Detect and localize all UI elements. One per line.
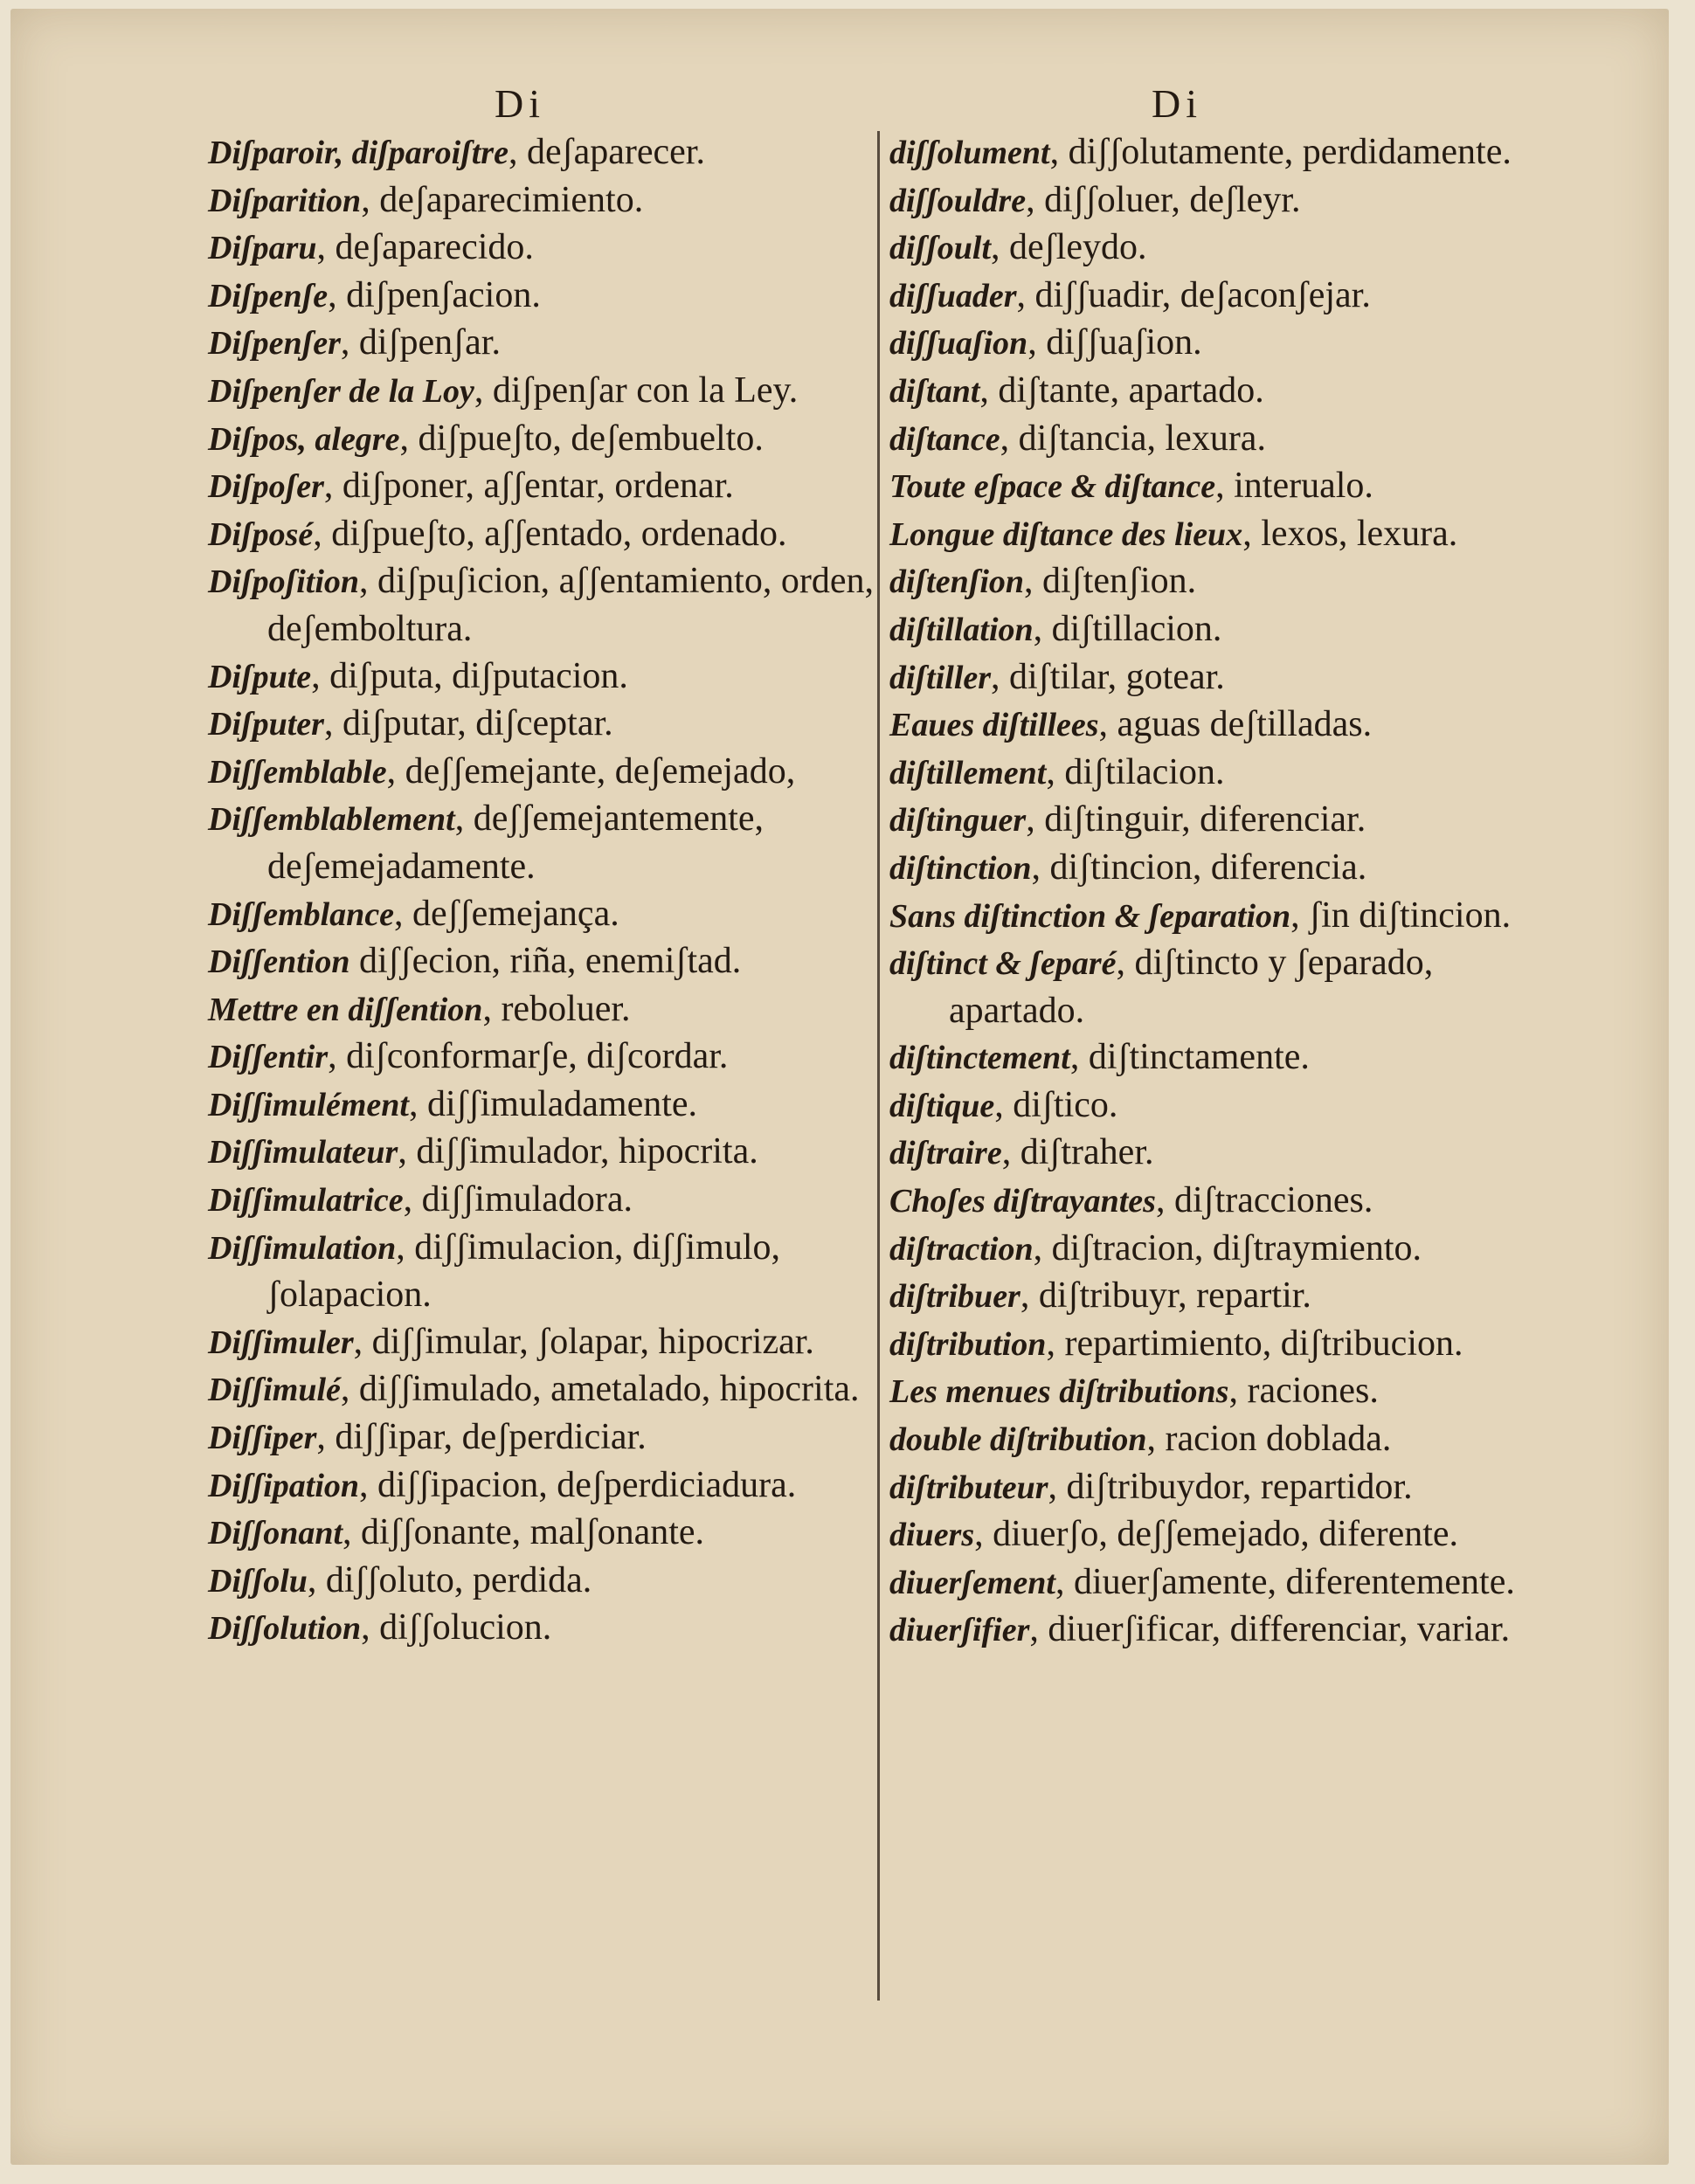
headword: Diʃʃiper — [208, 1420, 317, 1457]
dictionary-entry: Diʃparoir, diʃparoiʃtre, deʃaparecer. — [208, 132, 705, 172]
dictionary-entry: diʃʃuader, diʃʃuadir, deʃaconʃejar. — [889, 274, 1371, 315]
headword: diʃtinctement — [889, 1040, 1070, 1077]
translation: diʃtracciones. — [1173, 1180, 1373, 1221]
translation: diʃʃecion, riña, enemiʃtad. — [358, 941, 742, 982]
headword: Choʃes diʃtrayantes — [889, 1183, 1156, 1220]
headword: diuerʃement — [889, 1564, 1055, 1601]
dictionary-entry: Eaues diʃtillees, aguas deʃtilladas. — [889, 704, 1373, 745]
headword: Diʃʃimulation — [208, 1229, 397, 1267]
translation: diʃtante, apartado. — [998, 370, 1264, 411]
headword: diʃtribution — [889, 1325, 1047, 1363]
translation: diʃʃuaʃion. — [1046, 322, 1202, 363]
translation: diʃʃonante, malʃonante. — [361, 1512, 705, 1553]
headword: Diʃʃention — [208, 943, 350, 981]
headword: Diʃʃentir — [208, 1039, 329, 1076]
dictionary-entry: Diʃparition, deʃaparecimiento. — [208, 179, 644, 220]
headword: Diʃparoir, diʃparoiʃtre — [208, 135, 508, 171]
translation: lexos, lexura. — [1261, 513, 1458, 554]
headword: Diʃpute — [208, 658, 312, 695]
dictionary-entry: diuers, diuerʃo, deʃʃemejado, diferente. — [889, 1514, 1459, 1555]
translation: diʃpueʃto, aʃʃentado, ordenado. — [331, 513, 787, 554]
translation: diuerʃamente, diferentemente. — [1073, 1561, 1515, 1602]
headword: diʃtiller — [889, 659, 992, 696]
page-header-left: Di — [495, 81, 545, 126]
translation: diʃtinctamente. — [1088, 1037, 1310, 1078]
translation: interualo. — [1234, 466, 1373, 507]
dictionary-entry: Diʃʃonant, diʃʃonante, malʃonante. — [208, 1512, 705, 1553]
translation: diʃpueʃto, deʃembuelto. — [418, 418, 764, 459]
translation: diʃʃimuladamente. — [427, 1083, 698, 1124]
dictionary-entry: Diʃpenʃe, diʃpenʃacion. — [208, 274, 541, 315]
headword: Diʃʃonant — [208, 1515, 343, 1552]
translation: diʃtincion, diferencia. — [1049, 847, 1367, 888]
headword: Diʃʃolution — [208, 1610, 362, 1648]
translation: diʃʃimuladora. — [421, 1179, 633, 1220]
headword: Diʃʃimuler — [208, 1324, 354, 1361]
dictionary-entry: diʃʃuaʃion, diʃʃuaʃion. — [889, 322, 1202, 363]
translation: aguas deʃtilladas. — [1117, 704, 1373, 745]
dictionary-entry: diʃʃouldre, diʃʃoluer, deʃleyr. — [889, 179, 1301, 220]
dictionary-entry: Diʃʃemblance, deʃʃemejança. — [208, 893, 619, 934]
translation: diʃtico. — [1013, 1084, 1118, 1125]
headword: diʃʃuader — [889, 277, 1017, 314]
dictionary-entry: diʃtinct & ʃeparé, diʃtincto y ʃeparado, apartado. — [889, 943, 1434, 1031]
dictionary-entry: Diʃpoʃition, diʃpuʃicion, aʃʃentamiento, orden, deʃemboltura. — [208, 561, 874, 649]
dictionary-entry: Diʃʃimulateur, diʃʃimulador, hipocrita. — [208, 1131, 758, 1172]
translation: diʃpenʃar. — [358, 322, 501, 363]
headword: diʃʃoult — [889, 230, 992, 267]
translation: diʃʃimular, ʃolapar, hipocrizar. — [371, 1321, 814, 1362]
headword: double diʃtribution — [889, 1421, 1147, 1459]
dictionary-entry: diʃtribuer, diʃtribuyr, repartir. — [889, 1275, 1311, 1317]
headword: Diʃʃimulé — [208, 1372, 341, 1409]
dictionary-entry: diʃtribution, repartimiento, diʃtribucion. — [889, 1323, 1463, 1364]
headword: diʃtraire — [889, 1135, 1002, 1172]
translation: deʃʃemejante, deʃemejado, — [405, 750, 796, 791]
dictionary-entry: Diʃposé, diʃpueʃto, aʃʃentado, ordenado. — [208, 513, 787, 554]
translation: diʃtenʃion. — [1042, 561, 1197, 602]
headword: diʃʃouldre — [889, 182, 1027, 219]
dictionary-entry: Diʃʃimulé, diʃʃimulado, ametalado, hipocrita. — [208, 1369, 860, 1410]
translation: diʃʃolutamente, perdidamente. — [1068, 132, 1512, 172]
dictionary-entry: Diʃparu, deʃaparecido. — [208, 227, 534, 268]
translation: diʃpuʃicion, aʃʃentamiento, orden, deʃemboltura. — [267, 561, 874, 649]
dictionary-entry: diʃtique, diʃtico. — [889, 1084, 1118, 1125]
headword: Diʃparu — [208, 230, 317, 267]
dictionary-entry: Diʃpenʃer de la Loy, diʃpenʃar con la Ley. — [208, 370, 799, 411]
translation: diʃpenʃar con la Ley. — [492, 370, 799, 411]
translation: diʃtancia, lexura. — [1018, 418, 1266, 459]
translation: deʃaparecer. — [526, 132, 705, 172]
translation: diʃtracion, diʃtraymiento. — [1051, 1227, 1422, 1268]
headword: diʃtributeur — [889, 1469, 1048, 1506]
translation: diʃconformarʃe, diʃcordar. — [346, 1036, 729, 1077]
headword: Diʃpenʃer de la Loy — [208, 372, 474, 410]
dictionary-entry: Diʃʃimuler, diʃʃimular, ʃolapar, hipocrizar. — [208, 1321, 814, 1362]
headword: diʃʃolument — [889, 135, 1050, 171]
right-column — [889, 129, 1571, 1655]
dictionary-entry: Les menues diʃtributions, raciones. — [889, 1371, 1379, 1412]
headword: Diʃʃimulément — [208, 1086, 409, 1123]
translation: diuerʃificar, differenciar, variar. — [1048, 1609, 1511, 1650]
translation: diʃpenʃacion. — [346, 274, 541, 315]
dictionary-entry: diʃtant, diʃtante, apartado. — [889, 370, 1264, 411]
headword: diʃʃuaʃion — [889, 325, 1028, 363]
headword: Mettre en diʃʃention — [208, 991, 483, 1028]
translation: diʃʃoluto, perdida. — [325, 1559, 592, 1600]
left-column — [208, 129, 881, 1653]
page-header-right: Di — [1152, 81, 1202, 126]
translation: diʃtincto y ʃeparado, apartado. — [949, 943, 1434, 1031]
headword: diʃtant — [889, 372, 980, 410]
translation: diuerʃo, deʃʃemejado, diferente. — [993, 1514, 1459, 1555]
headword: diʃtillement — [889, 754, 1047, 791]
headword: Diʃpoʃer — [208, 468, 324, 506]
headword: diuers — [889, 1517, 975, 1554]
headword: Diʃparition — [208, 182, 362, 219]
dictionary-entry — [208, 938, 881, 986]
dictionary-entry: Diʃʃipation, diʃʃipacion, deʃperdiciadura. — [208, 1464, 797, 1505]
dictionary-entry: Diʃʃemblable, deʃʃemejante, deʃemejado, — [208, 750, 796, 791]
dictionary-entry: Longue diʃtance des lieux, lexos, lexura. — [889, 513, 1458, 554]
dictionary-entry: diʃtiller, diʃtilar, gotear. — [889, 656, 1225, 697]
dictionary-entry: diʃʃolument, diʃʃolutamente, perdidamente. — [889, 132, 1512, 172]
headword: Sans diʃtinction & ʃeparation — [889, 897, 1291, 935]
dictionary-entry: diʃtinguer, diʃtinguir, diferenciar. — [889, 799, 1366, 840]
translation: diʃʃuadir, deʃaconʃejar. — [1034, 274, 1371, 315]
translation: racion doblada. — [1165, 1419, 1392, 1460]
dictionary-entry: Diʃʃimulatrice, diʃʃimuladora. — [208, 1179, 633, 1220]
headword: Diʃʃemblance — [208, 895, 395, 933]
headword: diʃtribuer — [889, 1278, 1020, 1316]
translation: diʃponer, aʃʃentar, ordenar. — [342, 466, 734, 507]
translation: deʃaparecimiento. — [379, 179, 644, 220]
headword: diʃtance — [889, 420, 1000, 458]
translation: diʃʃolucion. — [379, 1607, 552, 1648]
headword: Diʃʃemblablement — [208, 801, 455, 839]
translation: diʃʃoluer, deʃleyr. — [1044, 179, 1301, 220]
translation: diʃtribuydor, repartidor. — [1066, 1466, 1413, 1507]
translation: diʃputar, diʃceptar. — [342, 703, 613, 744]
dictionary-entry: diʃtraction, diʃtracion, diʃtraymiento. — [889, 1227, 1422, 1268]
dictionary-entry: Sans diʃtinction & ʃeparation, ʃin diʃtincion. — [889, 895, 1512, 936]
headword: Diʃʃipation — [208, 1467, 360, 1504]
dictionary-entry: Diʃpos, alegre, diʃpueʃto, deʃembuelto. — [208, 418, 764, 459]
dictionary-entry: Diʃpoʃer, diʃponer, aʃʃentar, ordenar. — [208, 466, 734, 507]
headword: diʃtinct & ʃeparé — [889, 945, 1117, 983]
headword: diʃtinguer — [889, 802, 1027, 840]
dictionary-entry: diʃtillement, diʃtilacion. — [889, 751, 1225, 792]
headword: Diʃpos, alegre — [208, 420, 400, 458]
headword: Diʃʃimulatrice — [208, 1182, 404, 1220]
dictionary-entry: diʃtillation, diʃtillacion. — [889, 608, 1222, 649]
translation: diʃtraher. — [1020, 1132, 1154, 1173]
translation: deʃʃemejantemente, deʃemejadamente. — [267, 798, 764, 887]
dictionary-entry: diʃtinction, diʃtincion, diferencia. — [889, 847, 1367, 888]
headword: Diʃʃimulateur — [208, 1134, 398, 1171]
dictionary-entry: Mettre en diʃʃention, reboluer. — [208, 988, 631, 1029]
dictionary-entry: diʃtributeur, diʃtribuydor, repartidor. — [889, 1466, 1413, 1507]
headword: diʃtenʃion — [889, 563, 1025, 601]
translation: repartimiento, diʃtribucion. — [1064, 1323, 1463, 1364]
headword: Diʃputer — [208, 706, 324, 743]
translation: deʃleydo. — [1009, 227, 1147, 268]
dictionary-entry: Diʃʃimulation, diʃʃimulacion, diʃʃimulo, ʃolapacion. — [208, 1227, 781, 1316]
dictionary-entry: Diʃʃemblablement, deʃʃemejantemente, deʃemejadamente. — [208, 798, 764, 887]
headword: Diʃpenʃe — [208, 277, 329, 314]
headword: Longue diʃtance des lieux — [889, 515, 1243, 553]
dictionary-entry: double diʃtribution, racion doblada. — [889, 1419, 1392, 1460]
dictionary-entry: diuerʃement, diuerʃamente, diferentemente. — [889, 1561, 1515, 1602]
dictionary-entry: diʃtinctement, diʃtinctamente. — [889, 1037, 1310, 1078]
dictionary-entry: Diʃputer, diʃputar, diʃceptar. — [208, 703, 613, 744]
translation: diʃputa, diʃputacion. — [329, 655, 628, 696]
translation: diʃʃimulado, ametalado, hipocrita. — [358, 1369, 860, 1410]
translation: reboluer. — [501, 988, 631, 1029]
translation: deʃʃemejança. — [412, 893, 619, 934]
dictionary-entry: diuerʃifier, diuerʃificar, differenciar, variar. — [889, 1609, 1511, 1650]
dictionary-entry: Diʃʃimulément, diʃʃimuladamente. — [208, 1083, 698, 1124]
headword: diʃtique — [889, 1087, 995, 1124]
dictionary-entry: diʃtraire, diʃtraher. — [889, 1132, 1154, 1173]
dictionary-entry: Diʃʃolu, diʃʃoluto, perdida. — [208, 1559, 592, 1600]
headword: Diʃpenʃer — [208, 325, 341, 363]
translation: diʃtinguir, diferenciar. — [1044, 799, 1366, 840]
translation: diʃʃimulador, hipocrita. — [416, 1131, 758, 1172]
translation: diʃʃipar, deʃperdiciar. — [335, 1417, 647, 1458]
translation: deʃaparecido. — [335, 227, 534, 268]
translation: diʃtilar, gotear. — [1009, 656, 1225, 697]
dictionary-entry: Diʃʃentir, diʃconformarʃe, diʃcordar. — [208, 1036, 729, 1077]
translation: diʃʃipacion, deʃperdiciadura. — [377, 1464, 797, 1505]
translation: diʃtribuyr, repartir. — [1038, 1275, 1311, 1317]
headword: Eaues diʃtillees — [889, 707, 1099, 744]
dictionary-entry: diʃtenʃion, diʃtenʃion. — [889, 561, 1197, 602]
dictionary-entry: diʃʃoult, deʃleydo. — [889, 227, 1147, 268]
dictionary-entry: Diʃpute, diʃputa, diʃputacion. — [208, 655, 628, 696]
dictionary-entry: Toute eʃpace & diʃtance, interualo. — [889, 466, 1373, 507]
translation: diʃtilacion. — [1064, 751, 1225, 792]
headword: Toute eʃpace & diʃtance — [889, 468, 1216, 506]
headword: Diʃpoʃition — [208, 563, 360, 601]
headword: Les menues diʃtributions — [889, 1373, 1229, 1411]
headword: Diʃʃemblable — [208, 753, 387, 791]
translation: diʃtillacion. — [1051, 608, 1222, 649]
translation: raciones. — [1247, 1371, 1379, 1412]
dictionary-entry: Diʃʃiper, diʃʃipar, deʃperdiciar. — [208, 1417, 647, 1458]
dictionary-entry: Choʃes diʃtrayantes, diʃtracciones. — [889, 1180, 1373, 1221]
dictionary-entry: diʃtance, diʃtancia, lexura. — [889, 418, 1266, 459]
dictionary-entry: Diʃpenʃer, diʃpenʃar. — [208, 322, 501, 363]
headword: diʃtraction — [889, 1230, 1034, 1268]
headword: Diʃʃolu — [208, 1562, 308, 1600]
translation: diʃʃimulacion, diʃʃimulo, ʃolapacion. — [267, 1227, 781, 1316]
headword: diuerʃifier — [889, 1612, 1030, 1649]
headword: Diʃposé — [208, 515, 314, 553]
headword: diʃtinction — [889, 849, 1032, 887]
dictionary-entry: Diʃʃolution, diʃʃolucion. — [208, 1607, 552, 1648]
headword: diʃtillation — [889, 611, 1034, 648]
translation: ʃin diʃtincion. — [1309, 895, 1512, 936]
